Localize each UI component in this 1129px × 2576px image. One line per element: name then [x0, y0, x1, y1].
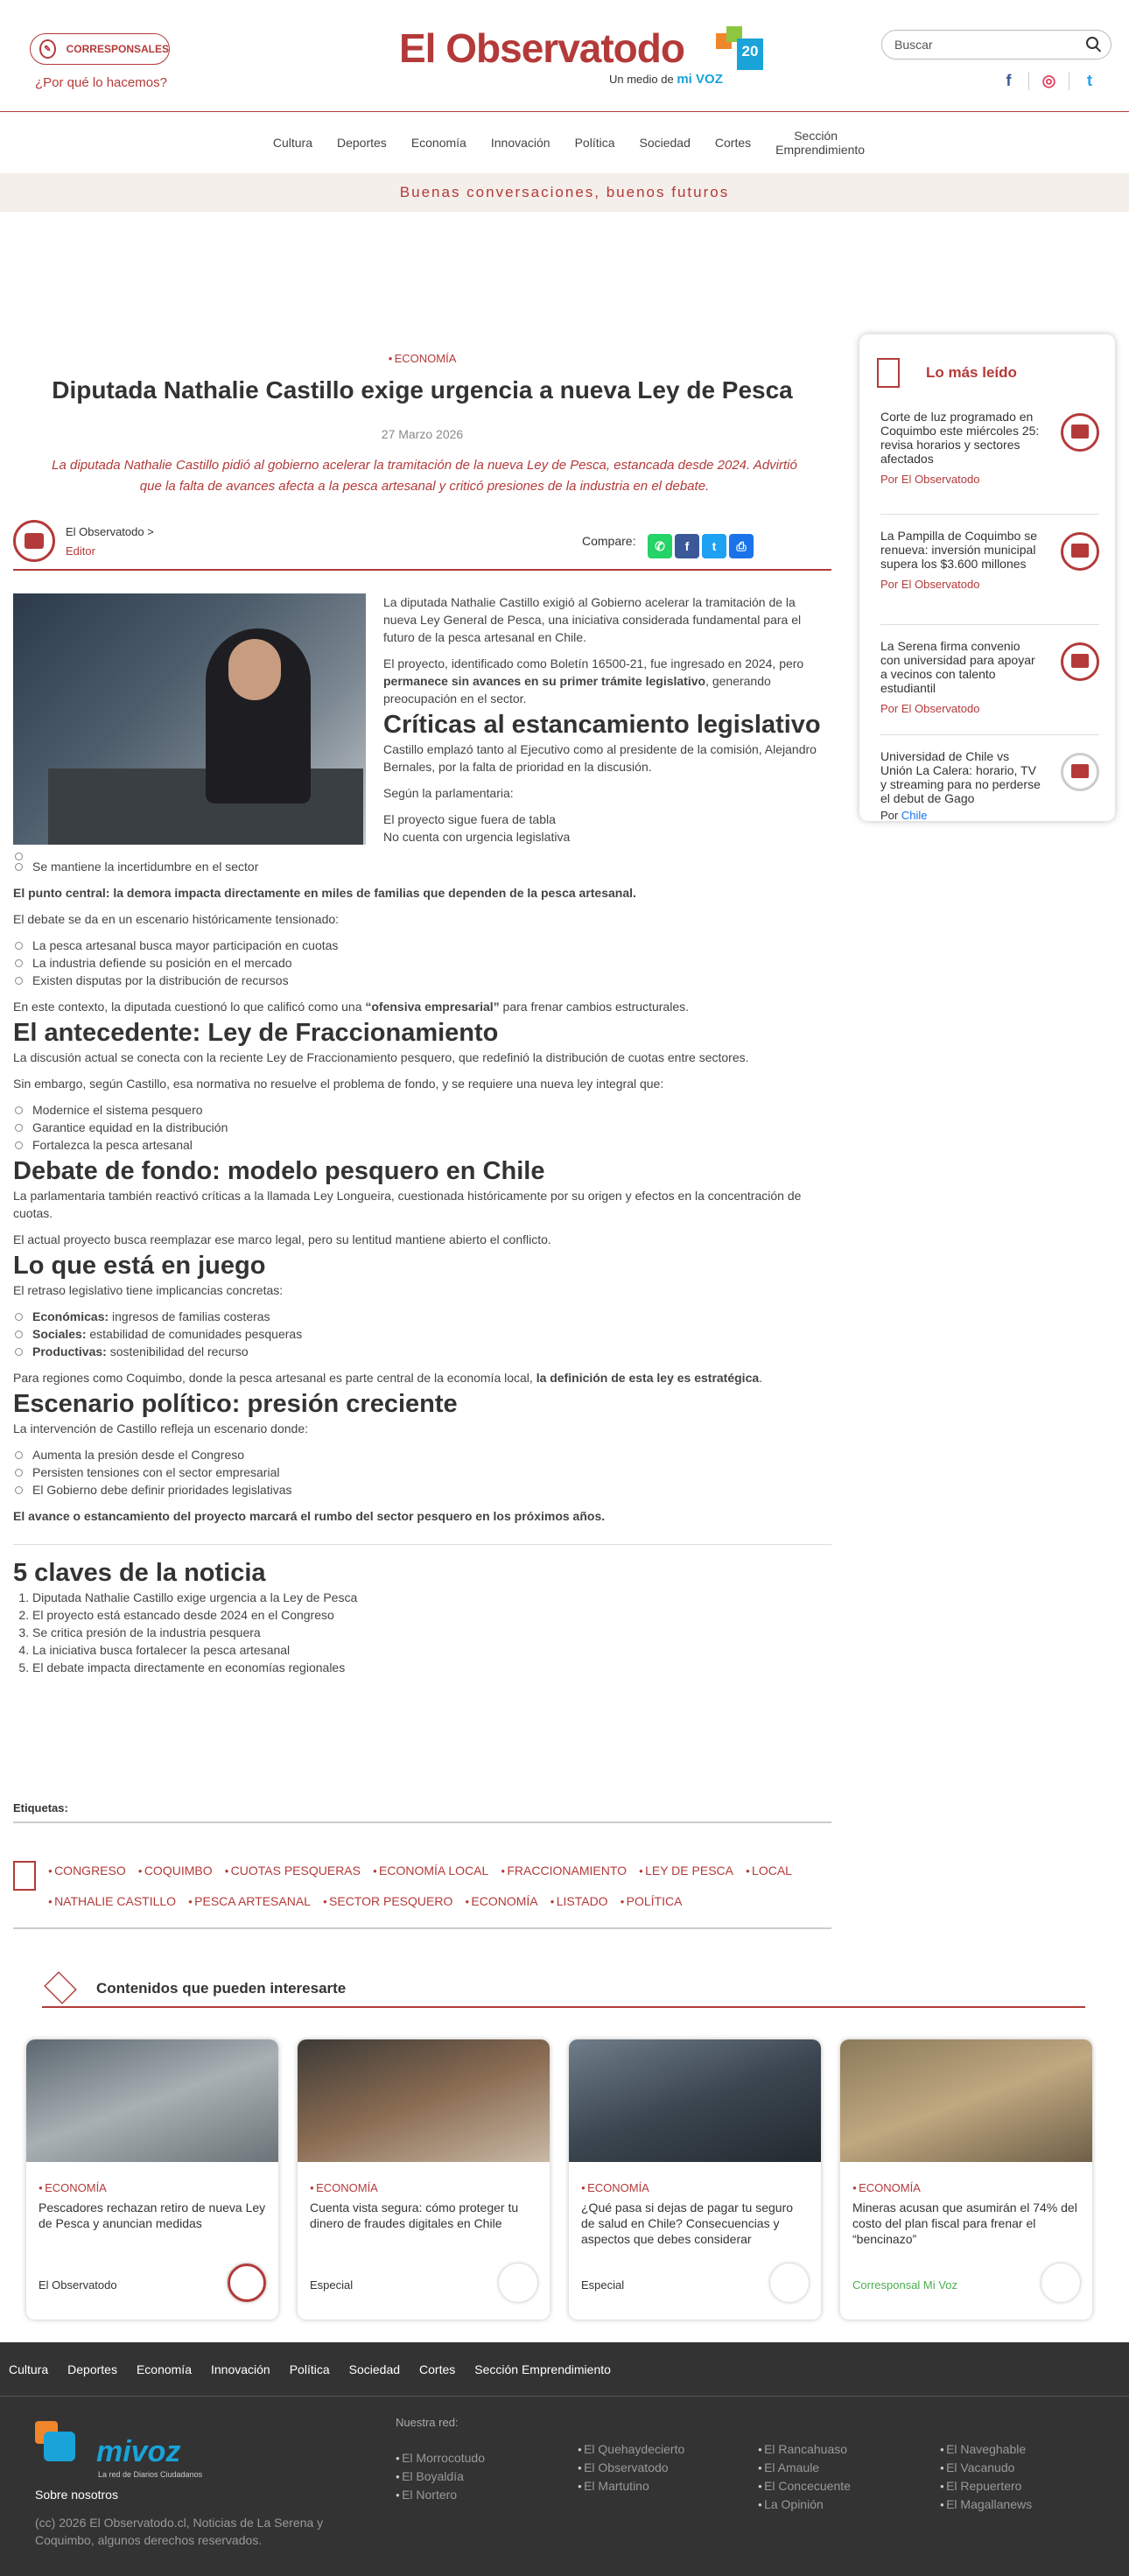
footer-nav-item[interactable]: Cortes	[419, 2362, 456, 2376]
network-link[interactable]: ● El Quehaydecierto	[578, 2440, 684, 2459]
paragraph: El debate se da en un escenario históricamente tensionado:	[13, 912, 340, 926]
list-item: Fortalezca la pesca artesanal	[13, 1136, 831, 1154]
network-link[interactable]: ● El Martutino	[578, 2477, 684, 2495]
list-item: Económicas: ingresos de familias costeras	[13, 1308, 831, 1325]
twitter-share-icon[interactable]: t	[702, 534, 726, 558]
chile-link[interactable]: Chile	[901, 809, 928, 822]
list-item: La industria defiende su posición en el mercado	[13, 954, 831, 972]
tag-link[interactable]: ● CONGRESO	[48, 1864, 126, 1878]
footer-nav	[0, 2342, 1129, 2397]
corresponsales-button[interactable]	[30, 33, 170, 65]
list-item: La pesca artesanal busca mayor participación en cuotas	[13, 937, 831, 954]
main-content	[0, 212, 1129, 1971]
footer-nav-item[interactable]: Innovación	[211, 2362, 270, 2376]
copyright: (cc) 2026 El Observatodo.cl, Noticias de La Serena y Coquimbo, algunos derechos reservados.	[35, 2516, 324, 2547]
list-item: No cuenta con urgencia legislativa	[383, 830, 571, 844]
tag-link[interactable]: ● SECTOR PESQUERO	[323, 1894, 452, 1908]
card-image	[840, 2039, 1092, 2162]
search-placeholder: Buscar	[894, 38, 933, 52]
author-avatar	[1061, 642, 1099, 681]
tag-link[interactable]: ● POLÍTICA	[621, 1894, 683, 1908]
list-item: 3. Se critica presión de la industria pesquera	[32, 1624, 831, 1641]
mivoz-avatar	[1041, 2264, 1080, 2302]
author-avatar	[1061, 413, 1099, 452]
share-label: Compare:	[582, 534, 636, 548]
paragraph: La discusión actual se conecta con la reciente Ley de Fraccionamiento pesquero, que redefinió la distribución de cuotas entre sectores.	[13, 1050, 749, 1064]
article-category[interactable]: ● ECONOMÍA	[13, 352, 831, 365]
network-link[interactable]: ● El Naveghable	[940, 2440, 1032, 2459]
site-logo[interactable]	[399, 26, 767, 93]
author-avatar	[499, 2264, 537, 2302]
author-role: Editor	[66, 544, 95, 558]
list-item: 4. La iniciativa busca fortalecer la pesca artesanal	[32, 1641, 831, 1659]
list-item: 1. Diputada Nathalie Castillo exige urgencia a la Ley de Pesca	[32, 1589, 831, 1606]
tag-link[interactable]: ● PESCA ARTESANAL	[188, 1894, 311, 1908]
author-avatar	[228, 2264, 266, 2302]
author-avatar	[1061, 532, 1099, 571]
footer-nav-item[interactable]: Economía	[136, 2362, 192, 2376]
mivoz-logo-sub: La red de Diarios Ciudadanos	[98, 2470, 203, 2479]
footer-nav-item[interactable]: Cultura	[9, 2362, 49, 2376]
card-image	[569, 2039, 821, 2162]
logo-badge: 20	[737, 39, 763, 70]
corresponsales-label: CORRESPONSALES	[66, 43, 169, 55]
paragraph: La diputada Nathalie Castillo exigió al Gobierno acelerar la tramitación de la nueva Ley General de Pesca, una iniciativa considerada fundamental para el futuro de la pesca artesanal en Chile.	[383, 595, 802, 644]
search-icon[interactable]	[1086, 37, 1098, 49]
social-links	[989, 72, 1110, 90]
list-item: Sociales: estabilidad de comunidades pesqueras	[13, 1325, 831, 1343]
tag-link[interactable]: ● ECONOMÍA	[465, 1894, 537, 1908]
tag-icon	[13, 1861, 36, 1891]
about-link[interactable]: Sobre nosotros	[35, 2488, 118, 2502]
network-link[interactable]: ● El Nortero	[396, 2486, 485, 2504]
paragraph: En este contexto, la diputada cuestionó lo que calificó como una “ofensiva empresarial” para frenar cambios estructurales.	[13, 1000, 689, 1014]
most-read-item[interactable]: Universidad de Chile vs Unión La Calera: horario, TV y streaming para no perderse el debut de Gago Por Chile	[880, 749, 1099, 811]
footer-nav-item[interactable]: Política	[289, 2362, 330, 2376]
article-title: Diputada Nathalie Castillo exige urgencia a nueva Ley de Pesca	[52, 376, 793, 404]
tags-section	[13, 1801, 831, 1823]
most-read-item[interactable]: Corte de luz programado en Coquimbo este miércoles 25: revisa horarios y sectores afectados Por El Observatodo	[880, 410, 1099, 515]
network-link[interactable]: ● El Repuertero	[940, 2477, 1032, 2495]
tag-link[interactable]: ● NATHALIE CASTILLO	[48, 1894, 176, 1908]
newspaper-icon	[877, 358, 900, 388]
logo-subtitle: Un medio de mi VOZ	[609, 72, 723, 87]
mivoz-logo-text: mivoz	[96, 2435, 181, 2468]
nav-item-cortes[interactable]: Cortes	[714, 136, 752, 150]
logo-text: El Observatodo	[399, 25, 684, 71]
heading-escenario: Escenario político: presión creciente	[13, 1390, 458, 1418]
list-item: El Gobierno debe definir prioridades legislativas	[13, 1481, 831, 1499]
list-item-empty	[13, 847, 831, 858]
most-read-item[interactable]: La Serena firma convenio con universidad para apoyar a vecinos con talento estudiantil Por El Observatodo	[880, 639, 1099, 735]
megaphone-icon: ✎	[39, 39, 56, 59]
card-image	[298, 2039, 550, 2162]
layers-icon	[44, 1971, 77, 2004]
related-header	[42, 1971, 1085, 2008]
tag-link[interactable]: ● ECONOMÍA LOCAL	[373, 1864, 488, 1878]
heading-claves: 5 claves de la noticia	[13, 1559, 266, 1587]
list	[13, 937, 831, 989]
paragraph: La parlamentaria también reactivó críticas a la llamada Ley Longueira, cuestionada históricamente por su origen y efectos en la concentración de cuotas.	[13, 1189, 802, 1220]
nav-item-emprendimiento[interactable]: Sección Emprendimiento	[775, 129, 866, 157]
paragraph: El actual proyecto busca reemplazar ese marco legal, pero su lentitud mantiene abierto el conflicto.	[13, 1232, 551, 1246]
footer-nav-item[interactable]: Sección Emprendimiento	[474, 2362, 611, 2376]
paragraph: El punto central: la demora impacta directamente en miles de familias que dependen de la pesca artesanal.	[13, 886, 636, 900]
tag-link[interactable]: ● LOCAL	[746, 1864, 792, 1878]
tag-link[interactable]: ● CUOTAS PESQUERAS	[225, 1864, 361, 1878]
site-footer	[0, 2342, 1129, 2576]
tag-link[interactable]: ● LEY DE PESCA	[639, 1864, 733, 1878]
article-lead: La diputada Nathalie Castillo pidió al gobierno acelerar la tramitación de la nueva Ley de Pesca, estancada desde 2024. Advirtió que la falta de avances afecta a la pesca artesanal y criticó presiones de la industria en el debate.	[52, 458, 797, 494]
network-link[interactable]: ● El Vacanudo	[940, 2459, 1032, 2477]
list-item: 5. El debate impacta directamente en economías regionales	[32, 1659, 831, 1676]
print-share-icon[interactable]: ⎙	[729, 534, 754, 558]
heading-juego: Lo que está en juego	[13, 1252, 266, 1280]
list	[13, 847, 831, 875]
article-date: 27 Marzo 2026	[381, 427, 464, 441]
paragraph: Castillo emplazó tanto al Ejecutivo como al presidente de la comisión, Alejandro Bernales, por la falta de prioridad en la discusión.	[383, 742, 817, 774]
divider	[13, 1544, 831, 1545]
nav-item-sociedad[interactable]: Sociedad	[639, 136, 691, 150]
related-card[interactable]: ● ECONOMÍA Pescadores rechazan retiro de nueva Ley de Pesca y anuncian medidas El Observatodo	[26, 2039, 278, 2320]
network-link[interactable]: ● La Opinión	[758, 2495, 851, 2514]
list-item: Se mantiene la incertidumbre en el sector	[13, 858, 831, 875]
tags-box	[13, 1856, 831, 1929]
facebook-share-icon[interactable]: f	[675, 534, 699, 558]
list-item: Existen disputas por la distribución de recursos	[13, 972, 831, 989]
tag-link[interactable]: ● COQUIMBO	[138, 1864, 213, 1878]
paragraph: El proyecto, identificado como Boletín 16500-21, fue ingresado en 2024, pero permanece sin avances en su primer trámite legislativo, generando preocupación en el sector.	[383, 656, 804, 705]
author-avatar	[770, 2264, 809, 2302]
facebook-icon[interactable]: f	[989, 72, 1029, 90]
article-body	[13, 847, 831, 1685]
heading-antecedente: El antecedente: Ley de Fraccionamiento	[13, 1019, 499, 1047]
related-cards	[26, 2039, 1094, 2320]
network-col	[578, 2440, 684, 2495]
list	[383, 811, 831, 846]
network-col	[758, 2440, 851, 2514]
tag-list	[48, 1856, 818, 1917]
paragraph: El avance o estancamiento del proyecto marcará el rumbo del sector pesquero en los próximos años.	[13, 1509, 606, 1523]
heading-debate: Debate de fondo: modelo pesquero en Chile	[13, 1157, 545, 1185]
heading-criticas: Críticas al estancamiento legislativo	[383, 711, 821, 739]
footer-nav-item[interactable]: Deportes	[67, 2362, 117, 2376]
paragraph: La intervención de Castillo refleja un escenario donde:	[13, 1421, 308, 1435]
twitter-icon[interactable]: t	[1087, 72, 1092, 89]
list-item: Modernice el sistema pesquero	[13, 1101, 831, 1119]
most-read-item[interactable]: La Pampilla de Coquimbo se renueva: inversión municipal supera los $3.600 millones Por El Observatodo	[880, 529, 1099, 625]
footer-nav-item[interactable]: Sociedad	[348, 2362, 401, 2376]
list	[13, 1101, 831, 1154]
tag-link[interactable]: ● LISTADO	[550, 1894, 608, 1908]
list-item: Productivas: sostenibilidad del recurso	[13, 1343, 831, 1360]
tags-label: Etiquetas:	[13, 1801, 68, 1814]
list	[13, 1308, 831, 1360]
network-link[interactable]: ● El Rancahuaso	[758, 2440, 851, 2459]
nav-item-cultura[interactable]: Cultura	[272, 136, 312, 150]
card-image	[26, 2039, 278, 2162]
list-item: Garantice equidad en la distribución	[13, 1119, 831, 1136]
paragraph: Para regiones como Coquimbo, donde la pesca artesanal es parte central de la economía local, la definición de esta ley es estratégica.	[13, 1371, 763, 1385]
list-item: Persisten tensiones con el sector empresarial	[13, 1463, 831, 1481]
tag-link[interactable]: ● FRACCIONAMIENTO	[501, 1864, 627, 1878]
claves-list	[32, 1589, 831, 1676]
why-link[interactable]: ¿Por qué lo hacemos?	[35, 75, 167, 90]
paragraph: El retraso legislativo tiene implicancias concretas:	[13, 1283, 284, 1297]
related-title: Contenidos que pueden interesarte	[96, 1980, 347, 1997]
sidebar-title: Lo más leído	[926, 364, 1017, 381]
list-item: 2. El proyecto está estancado desde 2024 en el Congreso	[32, 1606, 831, 1624]
instagram-icon[interactable]: ◎	[1029, 72, 1069, 90]
list	[13, 1446, 831, 1499]
paragraph: Sin embargo, según Castillo, esa normativa no resuelve el problema de fondo, y se requiere una nueva ley integral que:	[13, 1077, 664, 1091]
related-card[interactable]: ● ECONOMÍA Cuenta vista segura: cómo proteger tu dinero de fraudes digitales en Chile Especial	[298, 2039, 550, 2320]
site-header	[0, 0, 1129, 112]
network-link[interactable]: ● El Morrocotudo	[396, 2449, 485, 2467]
article-intro	[383, 593, 831, 846]
nav-item-politica[interactable]: Política	[574, 136, 615, 150]
article-photo	[13, 593, 366, 845]
author-bar	[13, 518, 831, 571]
network-col	[396, 2449, 485, 2504]
nav-item-economia[interactable]: Economía	[410, 136, 466, 150]
chile-flag-icon	[1061, 753, 1099, 791]
network-link[interactable]: ● El Concecuente	[758, 2477, 851, 2495]
list-item: El proyecto sigue fuera de tabla	[383, 812, 556, 826]
paragraph: Según la parlamentaria:	[383, 786, 514, 800]
author-avatar[interactable]	[13, 520, 55, 562]
related-card[interactable]: ● ECONOMÍA Mineras acusan que asumirán el 74% del costo del plan fiscal para frenar el “bencinazo” Corresponsal Mi Voz	[840, 2039, 1092, 2320]
network-link[interactable]: ● El Boyaldía	[396, 2467, 485, 2486]
tagline-bar: Buenas conversaciones, buenos futuros	[0, 173, 1129, 212]
nav-item-innovacion[interactable]: Innovación	[490, 136, 550, 150]
whatsapp-share-icon[interactable]: ✆	[648, 534, 672, 558]
network-link[interactable]: ● El Observatodo	[578, 2459, 684, 2477]
network-title: Nuestra red:	[396, 2416, 459, 2429]
nav-item-deportes[interactable]: Deportes	[337, 136, 387, 150]
network-col	[940, 2440, 1032, 2514]
most-read-sidebar	[859, 334, 1115, 821]
list-item: Aumenta la presión desde el Congreso	[13, 1446, 831, 1463]
network-link[interactable]: ● El Amaule	[758, 2459, 851, 2477]
author-name[interactable]: El Observatodo >	[66, 525, 154, 538]
related-card[interactable]: ● ECONOMÍA ¿Qué pasa si dejas de pagar tu seguro de salud en Chile? Consecuencias y aspectos que debes considerar Especial	[569, 2039, 821, 2320]
network-link[interactable]: ● El Magallanews	[940, 2495, 1032, 2514]
search-input[interactable]	[881, 30, 1111, 60]
main-nav	[0, 112, 1129, 173]
